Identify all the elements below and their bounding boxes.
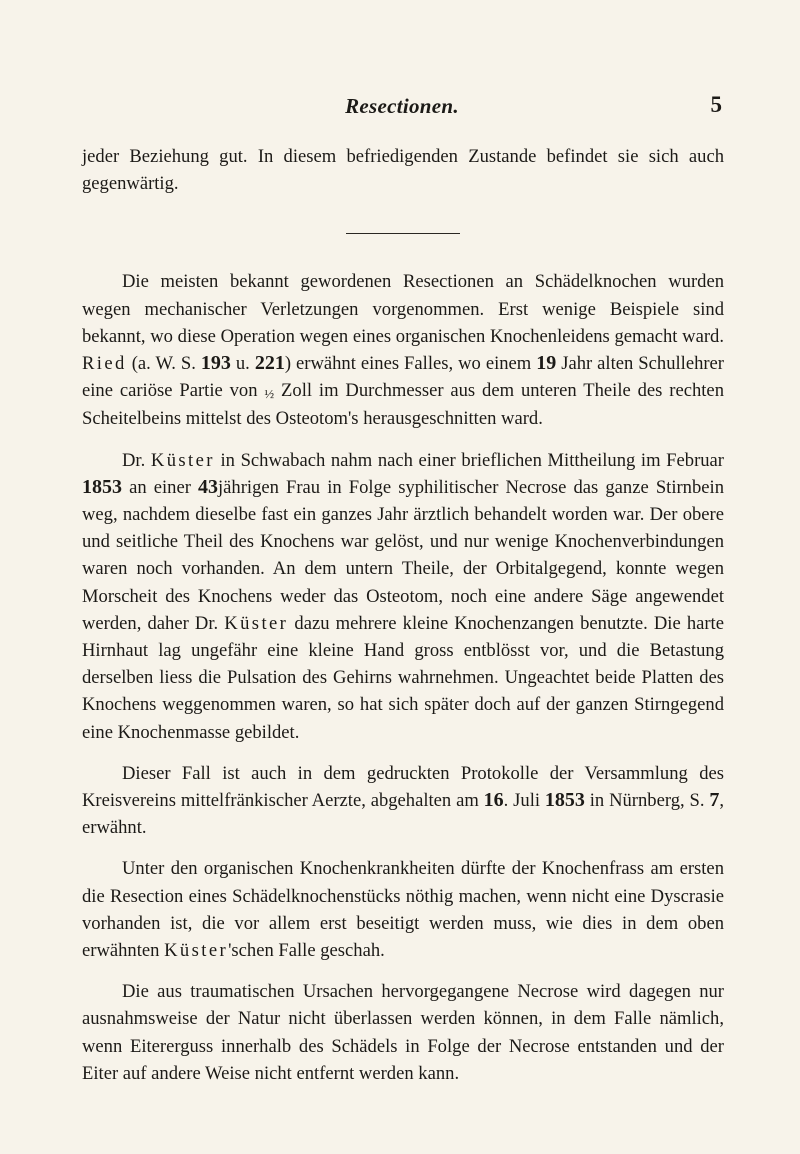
paragraph-kuester-case xyxy=(82,447,724,746)
author-name: Küster xyxy=(150,449,215,471)
text-run: u. xyxy=(230,353,255,375)
author-name: Küster xyxy=(164,940,229,962)
text-run: ) erwähnt eines Falles, wo einem xyxy=(284,353,537,375)
text-run: 'schen Falle geschah. xyxy=(228,940,385,962)
bold-number: 7 xyxy=(709,789,720,812)
page-number: 5 xyxy=(710,92,722,117)
bold-number: 193 xyxy=(200,352,231,375)
running-title: Resectionen. xyxy=(345,94,459,118)
text-run: Jahr alten Schullehrer eine cariöse Partie von xyxy=(82,353,725,402)
text-run: Zoll im Durchmesser aus dem unteren Theile des rechten Scheitelbeins mittelst des Osteotom's herausgeschnitten ward. xyxy=(82,380,724,430)
text-run: in Schwabach nahm nach einer brieflichen Mittheilung im Februar xyxy=(214,449,725,471)
text-run: Dieser Fall ist auch in dem gedruckten Protokolle der Versammlung des Kreisvereins mittelfränkischer Aerzte, abgehalten am xyxy=(82,762,724,812)
text-run: (a. W. S. xyxy=(126,353,201,375)
text-run: . Juli xyxy=(503,790,545,812)
text-run: Die meisten bekannt gewordenen Resectionen an Schädelknochen wurden wegen mechanischer Verletzungen vorgenommen. Erst wenige Beispiele sind bekannt, wo diese Operation wegen eines organischen Knochenleidens gemacht ward. xyxy=(82,271,724,347)
bold-number: 43 xyxy=(198,475,218,498)
text-run: Dr. xyxy=(122,449,151,471)
paragraph-organic-diseases xyxy=(82,855,724,964)
bold-number: 1853 xyxy=(82,475,122,498)
bold-number: 16 xyxy=(483,789,504,812)
paragraph-traumatic-necrosis: Die aus traumatischen Ursachen hervorgegangene Necrose wird dagegen nur ausnahmsweise der Natur nicht überlassen werden können, in dem Falle nämlich, wenn Eitererguss innerhalb des Schädels in Folge der Necrose entstanden und der Eiter auf andere Weise nicht entfernt werden kann. xyxy=(82,981,724,1084)
text-run: in Nürnberg, S. xyxy=(584,790,710,812)
bold-number: 19 xyxy=(536,352,557,375)
fraction: ½ xyxy=(264,386,275,402)
text-run: Unter den organischen Knochenkrankheiten dürfte der Knochenfrass am ersten die Resection eines Schädelknochenstücks nöthig machen, wenn nicht eine Dyscrasie vorhanden ist, die vor allem erst beseitigt werden muss, wie dies in dem oben erwähnten xyxy=(82,858,724,962)
section-divider xyxy=(346,233,460,234)
text-run: jährigen Frau in Folge syphilitischer Necrose das ganze Stirnbein weg, nachdem dieselbe fast ein ganzes Jahr ärztlich behandelt worden war. Der obere und seitliche Theil des Knochens war gelöst, und nur wenige Knochenverbindungen waren noch vorhanden. An dem untern Theile, der Orbitalgegend, konnte wegen Morscheit des Knochens weder das Osteotom, noch eine andere Säge angewendet werden, daher Dr. xyxy=(82,476,724,634)
paragraph-protocol-reference xyxy=(82,760,724,842)
bold-number: 221 xyxy=(254,352,285,375)
text-run: , erwähnt. xyxy=(82,790,724,839)
body-text xyxy=(82,143,724,1087)
paragraph-resections-overview xyxy=(82,268,724,432)
text-run: an einer xyxy=(122,476,198,498)
paragraph-continuation: jeder Beziehung gut. In diesem befriedigenden Zustande befindet sie sich auch gegenwärtig. xyxy=(82,146,724,195)
text-run: dazu mehrere kleine Knochenzangen benutzte. Die harte Hirnhaut lag ungefähr eine kleine Hand gross entblösst vor, und die Betastung derselben liess die Pulsation des Gehirns wahrnehmen. Ungeachtet beide Platten des Knochens weggenommen waren, so hat sich später doch auf der ganzen Stirngegend eine Knochenmasse gebildet. xyxy=(82,612,724,743)
author-name: Ried xyxy=(82,353,127,375)
author-name: Küster xyxy=(224,612,289,634)
page-header xyxy=(82,94,722,124)
bold-number: 1853 xyxy=(544,789,585,812)
